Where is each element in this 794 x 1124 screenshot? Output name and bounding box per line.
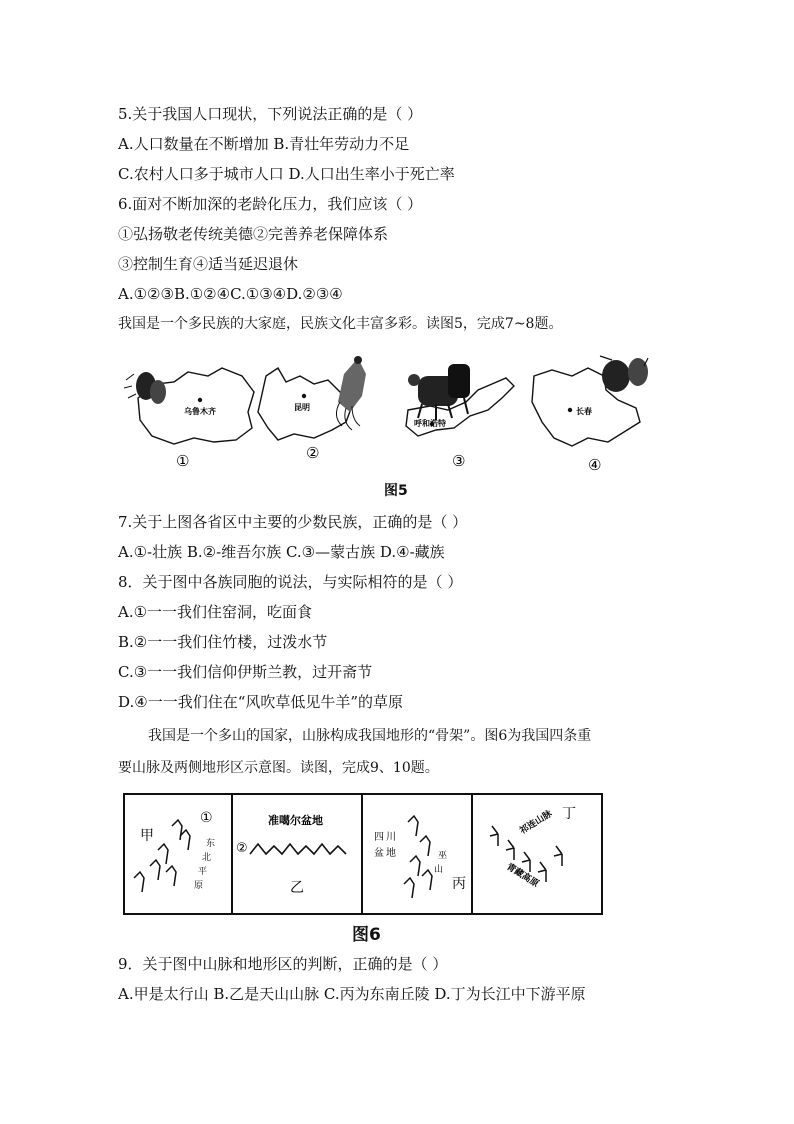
intro-9-10-line1: 我国是一个多山的国家，山脉构成我国地形的“骨架”。图6为我国四条重 bbox=[148, 728, 592, 744]
dancers-illustration-1 bbox=[124, 372, 166, 404]
sichuan-char-4: 地 bbox=[386, 848, 396, 859]
city-label-changchun: 长春 bbox=[576, 407, 592, 416]
q7-stem: 7.关于上图各省区中主要的少数民族，正确的是（ ） bbox=[118, 513, 468, 531]
wushan-char-2: 山 bbox=[434, 865, 444, 875]
plain-char-2: 北 bbox=[202, 853, 212, 863]
q5-options-cd: C.农村人口多于城市人口 D.人口出生率小于死亡率 bbox=[118, 165, 455, 183]
label-junggar-basin: 准噶尔盆地 bbox=[268, 814, 323, 827]
sichuan-char-2: 川 bbox=[386, 832, 396, 843]
map-number-4: ④ bbox=[588, 456, 602, 474]
sichuan-char-3: 盆 bbox=[374, 848, 384, 859]
q8-stem: 8．关于图中各族同胞的说法，与实际相符的是（ ） bbox=[118, 573, 463, 591]
label-qilian-mountains: 祁连山脉 bbox=[518, 808, 555, 837]
map-number-2: ② bbox=[306, 444, 320, 462]
figure-5-caption: 图5 bbox=[384, 483, 408, 499]
mountain-symbols-3 bbox=[404, 816, 432, 898]
map-inner-mongolia bbox=[406, 364, 514, 470]
label-bing: 丙 bbox=[452, 876, 466, 892]
horse-rider-illustration bbox=[408, 364, 470, 420]
label-qingzang-plateau: 青藏高原 bbox=[504, 862, 541, 890]
figure-5 bbox=[118, 346, 678, 476]
intro-9-10-line2: 要山脉及两侧地形区示意图。读图，完成9、10题。 bbox=[118, 760, 439, 776]
figure-6-caption: 图6 bbox=[352, 925, 381, 945]
peacock-dancer-illustration bbox=[336, 356, 366, 430]
map-xinjiang bbox=[124, 368, 254, 470]
label-circle-1: ① bbox=[200, 810, 213, 826]
plain-char-3: 平 bbox=[198, 867, 208, 877]
label-circle-2: ② bbox=[236, 841, 248, 856]
label-ding: 丁 bbox=[562, 806, 576, 822]
q8-option-a: A.①一一我们住窑洞，吃面食 bbox=[118, 603, 313, 621]
city-dot-icon bbox=[302, 394, 306, 398]
dancers-illustration-4 bbox=[600, 356, 648, 392]
plain-char-1: 东 bbox=[206, 839, 216, 849]
wushan-char-1: 巫 bbox=[438, 851, 448, 861]
q6-options: A.①②③B.①②④C.①③④D.②③④ bbox=[118, 285, 343, 303]
mountain-range-2 bbox=[250, 844, 346, 854]
q8-option-c: C.③一一我们信仰伊斯兰教，过开斋节 bbox=[118, 663, 373, 681]
panel-3 bbox=[374, 816, 466, 898]
city-label-kunming: 昆明 bbox=[294, 403, 310, 412]
q6-items-2: ③控制生育④适当延迟退休 bbox=[118, 255, 299, 273]
city-dot-icon bbox=[198, 398, 202, 402]
map-number-1: ① bbox=[176, 452, 190, 470]
map-number-3: ③ bbox=[452, 452, 466, 470]
panel-2 bbox=[236, 813, 346, 896]
q8-option-b: B.②一一我们住竹楼，过泼水节 bbox=[118, 633, 328, 651]
map-jilin bbox=[532, 356, 648, 474]
city-label-urumqi: 乌鲁木齐 bbox=[184, 407, 216, 416]
q8-option-d: D.④一一我们住在“风吹草低见牛羊”的草原 bbox=[118, 693, 404, 711]
q9-stem: 9．关于图中山脉和地形区的判断，正确的是（ ） bbox=[118, 955, 448, 973]
q7-options: A.①-壮族 B.②-维吾尔族 C.③—蒙古族 D.④-藏族 bbox=[118, 543, 445, 561]
q5-options-ab: A.人口数量在不断增加 B.青壮年劳动力不足 bbox=[118, 135, 410, 153]
label-yi: 乙 bbox=[290, 880, 304, 896]
sichuan-char-1: 四 bbox=[374, 832, 384, 843]
figure-6 bbox=[122, 792, 606, 918]
q5-stem: 5.关于我国人口现状，下列说法正确的是（ ） bbox=[118, 105, 423, 123]
panel-4 bbox=[490, 806, 576, 890]
q6-stem: 6.面对不断加深的老龄化压力，我们应该（ ） bbox=[118, 195, 423, 213]
city-label-hohhot: 呼和浩特 bbox=[414, 419, 446, 428]
label-jia: 甲 bbox=[140, 828, 154, 844]
map-yunnan bbox=[258, 356, 366, 462]
q6-items-1: ①弘扬敬老传统美德②完善养老保障体系 bbox=[118, 225, 389, 243]
plain-char-4: 原 bbox=[194, 881, 204, 891]
city-dot-icon bbox=[568, 408, 572, 412]
q9-options: A.甲是太行山 B.乙是天山山脉 C.丙为东南丘陵 D.丁为长江中下游平原 bbox=[118, 985, 586, 1003]
panel-1 bbox=[134, 810, 215, 892]
intro-7-8: 我国是一个多民族的大家庭，民族文化丰富多彩。读图5，完成7~8题。 bbox=[118, 316, 563, 332]
